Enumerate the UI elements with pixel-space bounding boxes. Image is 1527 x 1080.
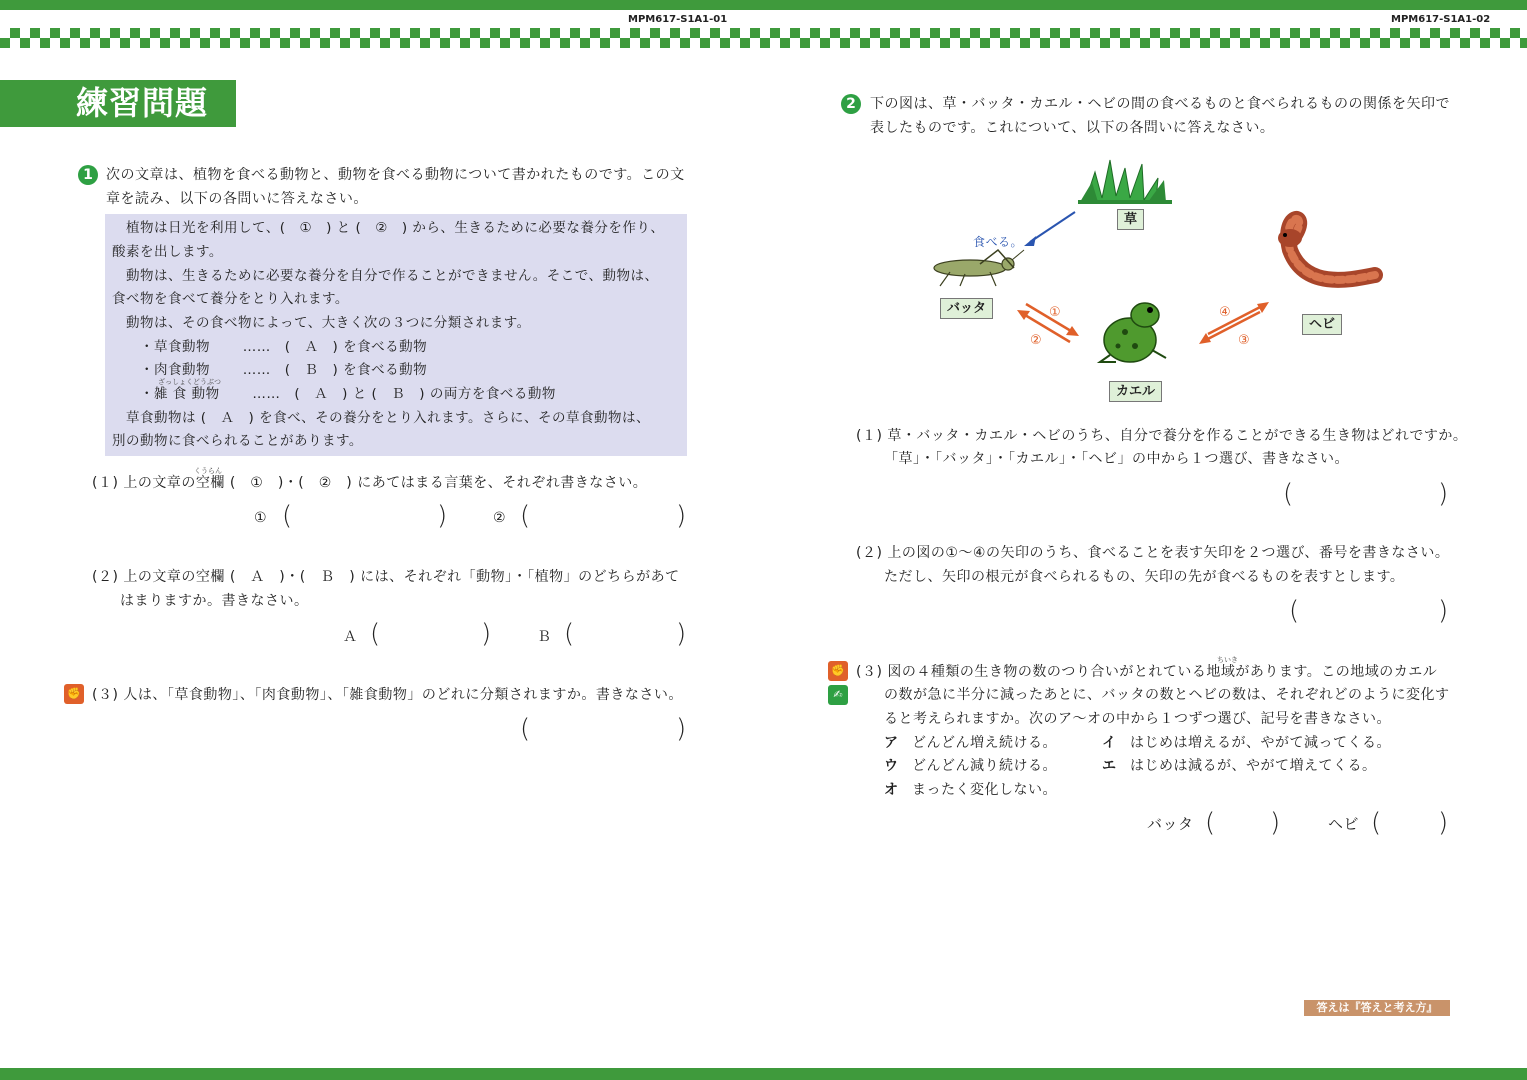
q2-intro-line1: 下の図は、草・バッタ・カエル・ヘビの間の食べるものと食べられるものの関係を矢印で	[870, 96, 1450, 112]
eats-label: 食べる。	[973, 235, 1024, 249]
passage-line: 動物は、その食べ物によって、大きく次の３つに分類されます。	[112, 315, 531, 331]
food-web-diagram	[920, 150, 1400, 410]
option-text: まったく変化しない。	[912, 782, 1057, 798]
option-text: はじめは減るが、やがて増えてくる。	[1130, 758, 1377, 774]
arrow-label-4: ④	[1219, 305, 1232, 320]
answer-paren-open: (	[520, 714, 531, 744]
label-frog: カエル	[1109, 381, 1162, 402]
q1-intro-line1: 次の文章は、植物を食べる動物と、動物を食べる動物について書かれたものです。この文	[106, 167, 685, 183]
passage-line: 植物は日光を利用して、( ① ) と ( ② ) から、生きるために必要な養分を作り、	[112, 220, 665, 236]
option-text: どんどん減り続ける。	[912, 758, 1057, 774]
passage-line: ・肉食動物 …… ( Ｂ ) を食べる動物	[112, 362, 428, 378]
passage-line: ・草食動物 …… ( Ａ ) を食べる動物	[112, 339, 428, 355]
grass-picture	[1078, 160, 1172, 204]
page-title: 練習問題	[0, 80, 236, 127]
option-key: オ	[884, 782, 899, 798]
arrow-label-3: ③	[1238, 333, 1251, 348]
option-text: はじめは増えるが、やがて減ってくる。	[1130, 735, 1391, 751]
option-text: どんどん増え続ける。	[912, 735, 1057, 751]
answer-paren-open: (	[564, 619, 575, 649]
q2-sub1-line1: (１) 草・バッタ・カエル・ヘビのうち、自分で養分を作ることができる生き物はどれですか。	[856, 428, 1468, 444]
ruby-kuuran: くうらん	[194, 467, 222, 475]
q2-sub1-line2: 「草」・「バッタ」・「カエル」・「ヘビ」の中から１つ選び、書きなさい。	[884, 451, 1349, 467]
answer-paren-open: (	[1283, 479, 1294, 509]
answer-paren-open: (	[1205, 808, 1216, 838]
checker-border	[0, 28, 1527, 48]
passage-line: 草食動物は ( Ａ ) を食べ、その養分をとり入れます。さらに、その草食動物は、	[112, 410, 651, 426]
q1-sub2-label-b: Ｂ	[537, 629, 552, 645]
option-key: ア	[884, 735, 899, 751]
top-bar	[0, 0, 1527, 10]
q2-sub3-line1: (３) 図の４種類の生き物の数のつり合いがとれている地域があります。この地域のカエル	[856, 664, 1438, 680]
answer-paren-open: (	[282, 501, 293, 531]
hint-icon: ✊	[64, 684, 84, 704]
q1-intro-line2: 章を読み、以下の各問いに答えなさい。	[106, 191, 368, 207]
label-grass: 草	[1117, 209, 1144, 230]
passage-line: 別の動物に食べられることがあります。	[112, 433, 363, 449]
question-number-1: 1	[78, 165, 98, 185]
answer-paren-close: )	[676, 619, 687, 649]
bottom-bar	[0, 1068, 1527, 1080]
answer-paren-close: )	[437, 501, 448, 531]
answer-reference-note: 答えは『答えと考え方』	[1304, 1000, 1450, 1016]
passage-line: 酸素を出します。	[112, 244, 223, 260]
q2-sub2-line1: (２) 上の図の①～④の矢印のうち、食べることを表す矢印を２つ選び、番号を書きなさい。	[856, 545, 1450, 561]
q2-sub3-answer-a-label: バッタ	[1147, 815, 1194, 833]
label-grasshopper: バッタ	[940, 298, 993, 319]
page-code-left: MPM617-S1A1-01	[628, 14, 728, 25]
page-code-right: MPM617-S1A1-02	[1391, 14, 1491, 25]
answer-paren-open: (	[520, 501, 531, 531]
grasshopper-picture	[934, 250, 1024, 286]
q2-sub2-line2: ただし、矢印の根元が食べられるもの、矢印の先が食べるものを表すとします。	[884, 569, 1405, 585]
answer-paren-close: )	[481, 619, 492, 649]
arrow-label-1: ①	[1049, 305, 1062, 320]
q2-sub3-line2: の数が急に半分に減ったあとに、バッタの数とヘビの数は、それぞれどのように変化す	[884, 687, 1450, 703]
question-number-2: 2	[841, 94, 861, 114]
answer-paren-close: )	[676, 501, 687, 531]
hint-icon: ✊	[828, 661, 848, 681]
answer-paren-close: )	[1270, 808, 1281, 838]
ruby-zasshoku: ざっしょくどうぶつ	[158, 378, 221, 386]
answer-paren-close: )	[1438, 596, 1449, 626]
snake-picture	[1278, 219, 1375, 280]
answer-paren-close: )	[676, 714, 687, 744]
q1-sub3: (３) 人は、「草食動物」、「肉食動物」、「雑食動物」のどれに分類されますか。書きなさい。	[92, 687, 683, 703]
q2-sub3-line3: ると考えられますか。次のア～オの中から１つずつ選び、記号を書きなさい。	[884, 711, 1391, 727]
answer-paren-open: (	[1371, 808, 1382, 838]
q1-sub2-line2: はまりますか。書きなさい。	[120, 593, 309, 609]
label-snake: ヘビ	[1302, 314, 1342, 335]
option-key: イ	[1102, 735, 1117, 751]
option-key: エ	[1102, 758, 1117, 774]
answer-paren-open: (	[370, 619, 381, 649]
ruby-chiiki: ちいき	[1217, 656, 1238, 664]
thinking-icon: ✍	[828, 685, 848, 705]
passage-line: ・雑 食 動物 …… ( Ａ ) と ( Ｂ ) の両方を食べる動物	[112, 386, 556, 402]
frog-picture	[1100, 303, 1166, 362]
q1-sub1-label-a: ①	[254, 510, 268, 526]
arrow-label-2: ②	[1030, 333, 1043, 348]
answer-paren-open: (	[1289, 596, 1300, 626]
q1-sub1-label-b: ②	[493, 510, 507, 526]
answer-paren-close: )	[1438, 479, 1449, 509]
q2-intro-line2: 表したものです。これについて、以下の各問いに答えなさい。	[870, 120, 1275, 136]
answer-paren-close: )	[1438, 808, 1449, 838]
passage-line: 動物は、生きるために必要な養分を自分で作ることができません。そこで、動物は、	[112, 268, 659, 284]
q1-sub2-label-a: Ａ	[343, 629, 358, 645]
option-key: ウ	[884, 758, 899, 774]
q1-sub2-line1: (２) 上の文章の空欄 ( Ａ )・( Ｂ ) には、それぞれ「動物」・「植物」のどちらがあて	[92, 569, 680, 585]
q2-sub3-answer-b-label: ヘビ	[1328, 815, 1360, 833]
passage-line: 食べ物を食べて養分をとり入れます。	[112, 291, 349, 307]
q1-sub1: (１) 上の文章の空欄 ( ① )・( ② ) にあてはまる言葉を、それぞれ書きなさい。	[92, 475, 648, 491]
